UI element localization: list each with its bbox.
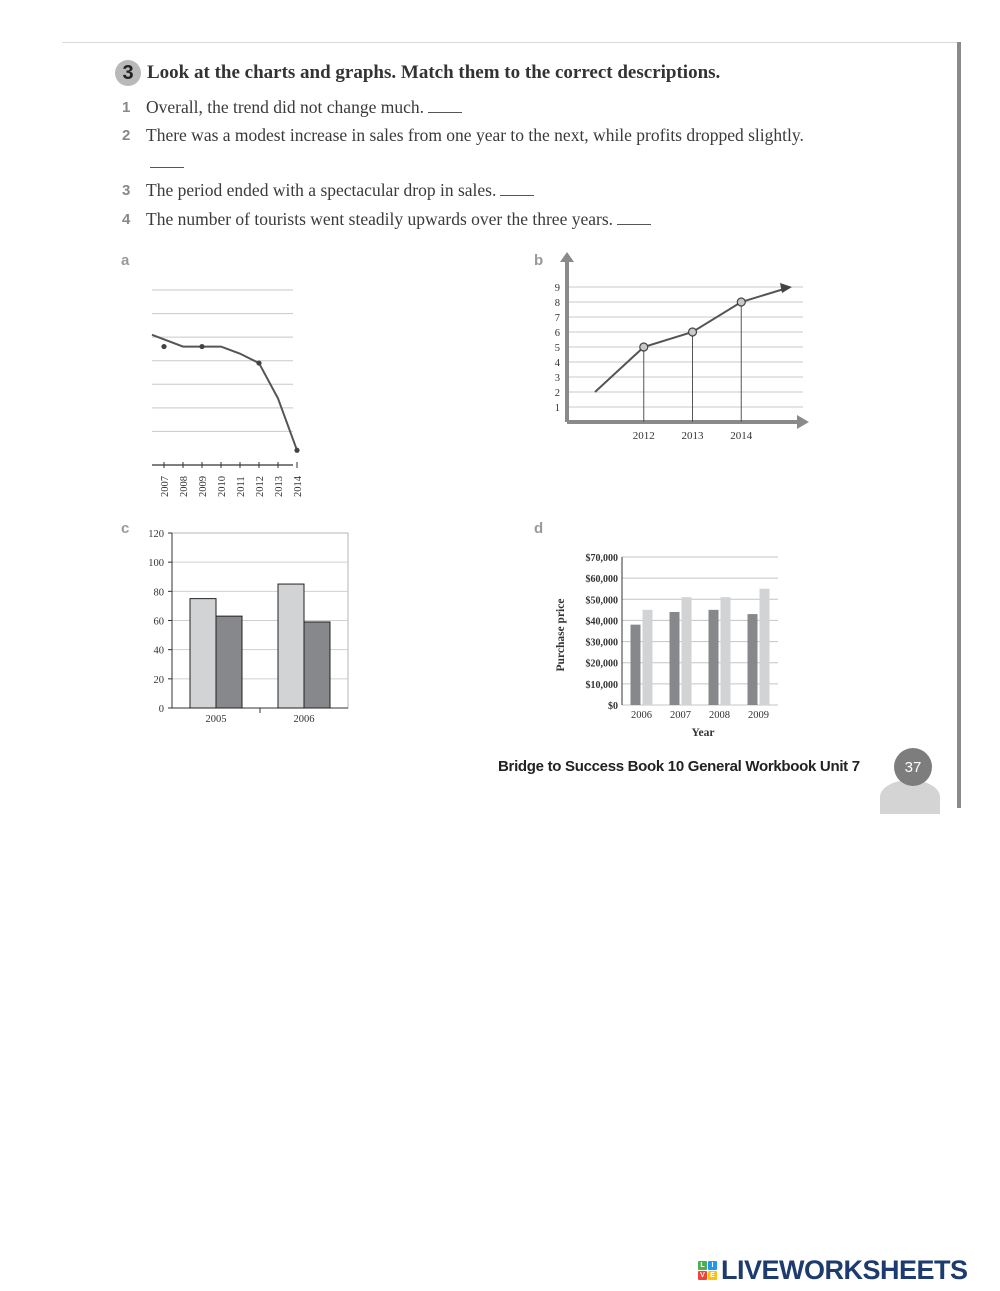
y-tick-label: 100	[148, 558, 164, 570]
y-axis-label: Purchase price	[555, 598, 567, 672]
description-item-2	[122, 122, 822, 176]
description-item-3	[122, 177, 822, 204]
logo-tile: I	[708, 1261, 717, 1270]
y-tick-label: 60	[153, 616, 164, 628]
y-tick-label: $30,000	[585, 637, 618, 649]
data-point	[737, 298, 745, 306]
y-tick-label: 9	[554, 283, 560, 294]
chart-b	[545, 250, 820, 450]
item-number: 4	[122, 211, 131, 228]
description-item-1	[122, 94, 822, 121]
bar	[682, 597, 692, 705]
y-axis-arrow	[560, 252, 574, 262]
y-tick-label: $60,000	[585, 574, 618, 586]
description-item-4	[122, 206, 822, 233]
logo-tile: V	[698, 1271, 707, 1280]
brand-name: LIVEWORKSHEETS	[721, 1255, 968, 1285]
exercise-heading	[115, 60, 720, 86]
x-tick-label: 2013	[274, 476, 285, 497]
chart-d-letter: d	[534, 520, 544, 537]
y-tick-label: $10,000	[585, 679, 618, 691]
exercise-instruction: Look at the charts and graphs. Match them to the correct descriptions.	[147, 62, 721, 83]
item-number: 1	[122, 99, 131, 116]
x-tick-label: 2014	[730, 430, 753, 442]
y-tick-label: 0	[158, 704, 164, 715]
item-number: 2	[122, 127, 131, 144]
x-tick-label: 2013	[681, 430, 704, 442]
data-point	[689, 328, 697, 336]
x-tick-label: 2012	[255, 476, 266, 497]
y-tick-label: 80	[153, 587, 164, 599]
data-point	[161, 344, 166, 349]
series-line	[152, 335, 297, 451]
x-tick-label: 2006	[293, 714, 315, 725]
y-tick-label: 2	[554, 388, 560, 399]
x-tick-label: 2009	[748, 710, 769, 721]
item-text: The period ended with a spectacular drop in sales.	[146, 180, 497, 200]
item-text: Overall, the trend did not change much.	[146, 97, 424, 117]
y-tick-label: 5	[554, 343, 560, 354]
x-tick-label: 2010	[217, 476, 228, 497]
chart-d	[548, 548, 788, 743]
x-tick-label: 2007	[670, 710, 691, 721]
bar	[278, 584, 304, 708]
x-tick-label: 2008	[179, 476, 190, 497]
series-arrowhead	[780, 283, 792, 293]
data-point	[256, 360, 261, 365]
logo-tile: L	[698, 1261, 707, 1270]
x-tick-label: 2012	[632, 430, 655, 442]
bar	[190, 599, 216, 708]
y-tick-label: 120	[148, 529, 164, 540]
liveworksheets-logo-icon	[698, 1261, 717, 1280]
x-tick-label: 2014	[293, 476, 304, 497]
y-tick-label: 4	[554, 358, 560, 369]
data-point	[294, 448, 299, 453]
x-axis-arrow	[797, 415, 809, 429]
data-point	[199, 344, 204, 349]
x-tick-label: 2011	[236, 476, 247, 497]
page-edge	[957, 42, 961, 808]
answer-blank-3[interactable]	[500, 194, 534, 196]
bar	[670, 612, 680, 705]
bar	[760, 589, 770, 705]
y-tick-label: $20,000	[585, 658, 618, 670]
answer-blank-2[interactable]	[150, 166, 184, 168]
item-text: There was a modest increase in sales from one year to the next, while profits dropped slightly.	[146, 125, 804, 145]
y-tick-label: $40,000	[585, 616, 618, 628]
x-tick-label: 2005	[205, 714, 227, 725]
bar	[721, 597, 731, 705]
liveworksheets-brand[interactable]	[698, 1255, 968, 1286]
y-tick-label: 20	[153, 674, 164, 686]
answer-blank-4[interactable]	[617, 223, 651, 225]
chart-a	[140, 280, 310, 505]
y-tick-label: 40	[153, 645, 164, 657]
bar	[304, 622, 330, 708]
chart-c-letter: c	[121, 520, 130, 537]
y-tick-label: 8	[554, 298, 560, 309]
x-tick-label: 2007	[160, 476, 171, 497]
y-tick-label: 3	[554, 373, 560, 384]
bar	[748, 614, 758, 705]
x-tick-label: 2006	[631, 710, 652, 721]
bar	[216, 616, 242, 708]
x-tick-label: 2009	[198, 476, 209, 497]
y-tick-label: 1	[554, 403, 560, 414]
y-tick-label: $0	[608, 701, 618, 712]
x-axis-label: Year	[691, 727, 715, 739]
logo-tile: E	[708, 1271, 717, 1280]
y-tick-label: 6	[554, 328, 560, 339]
item-text: The number of tourists went steadily upwards over the three years.	[146, 209, 614, 229]
footer-title: Bridge to Success Book 10 General Workbook Unit 7	[498, 758, 860, 775]
y-tick-label: $70,000	[585, 553, 618, 564]
item-number: 3	[122, 182, 131, 199]
y-tick-label: $50,000	[585, 595, 618, 607]
bar	[643, 610, 653, 705]
bar	[709, 610, 719, 705]
bar	[631, 625, 641, 705]
exercise-number-badge: 3	[115, 60, 141, 86]
chart-a-letter: a	[121, 252, 130, 269]
data-point	[640, 343, 648, 351]
answer-blank-1[interactable]	[428, 111, 462, 113]
x-tick-label: 2008	[709, 710, 730, 721]
chart-c	[140, 525, 360, 730]
chart-b-letter: b	[534, 252, 544, 269]
y-tick-label: 7	[554, 313, 560, 324]
page-number: 37	[894, 748, 932, 786]
